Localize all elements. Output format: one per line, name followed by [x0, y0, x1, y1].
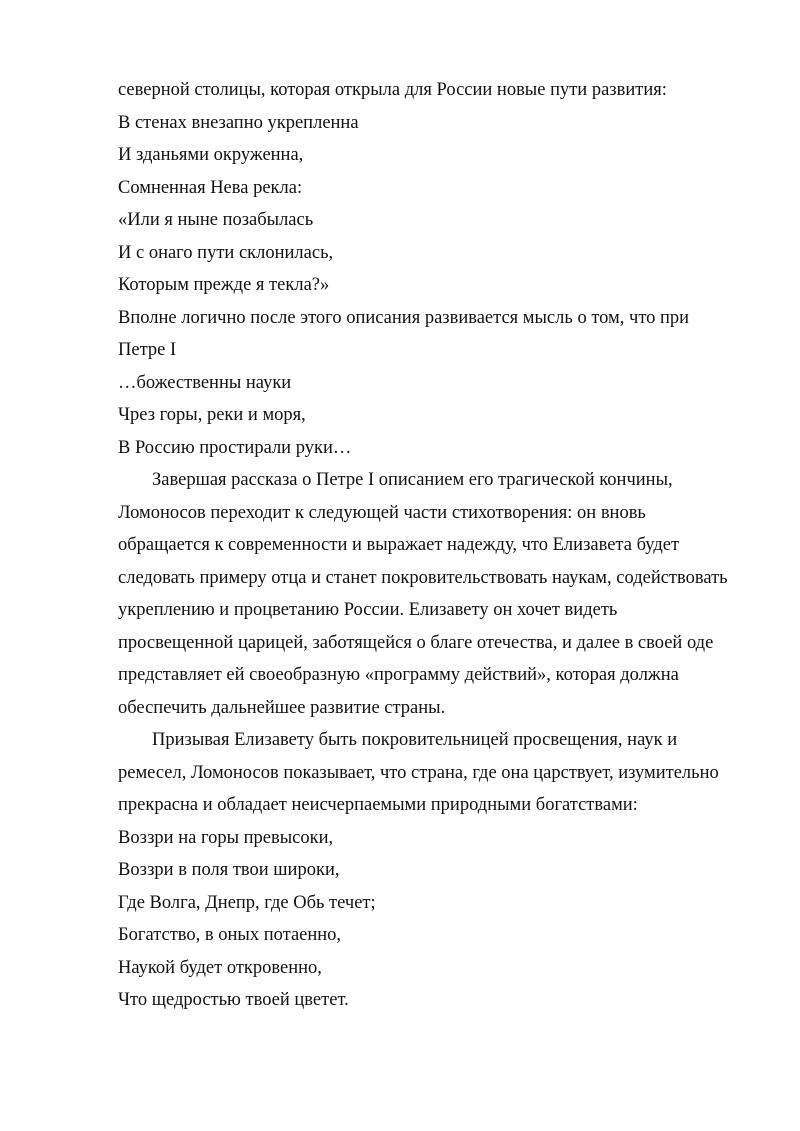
poem-line: Богатство, в оных потаенно, — [118, 925, 342, 945]
text-line: Петре I — [118, 340, 177, 360]
poem-line: В стенах внезапно укрепленна — [118, 112, 359, 133]
poem-line: Где Волга, Днепр, где Обь течет; — [118, 892, 376, 913]
text-line: обращается к современности и выражает надежду, что Елизавета будет — [118, 535, 680, 555]
poem-line: И зданьями окруженна, — [118, 145, 304, 165]
poem-line: И с онаго пути склонилась, — [118, 242, 334, 263]
text-line: северной столицы, которая открыла для России новые пути развития: — [118, 80, 667, 100]
poem-line: Что щедростью твоей цветет. — [118, 990, 349, 1010]
poem-line: В Россию простирали руки… — [118, 437, 352, 458]
poem-line: «Или я ныне позабылась — [118, 210, 314, 230]
poem-line: Сомненная Нева рекла: — [118, 177, 303, 198]
paragraph-first-line: Завершая рассказа о Петре I описанием его трагической кончины, — [152, 470, 673, 490]
text-line: следовать примеру отца и станет покровительствовать наукам, содействовать — [118, 567, 728, 588]
text-line: Ломоносов переходит к следующей части стихотворения: он вновь — [118, 502, 646, 523]
text-line: представляет ей своеобразную «программу действий», которая должна — [118, 665, 679, 685]
poem-line: …божественны науки — [118, 372, 292, 393]
text-line: просвещенной царицей, заботящейся о благе отечества, и далее в своей оде — [118, 632, 714, 653]
poem-line: Воззри в поля твои широки, — [118, 860, 340, 880]
document-body — [118, 74, 748, 1017]
text-line: обеспечить дальнейшее развитие страны. — [118, 697, 446, 718]
poem-line: Воззри на горы превысоки, — [118, 827, 334, 848]
poem-line: Наукой будет откровенно, — [118, 957, 322, 978]
paragraph-first-line: Призывая Елизавету быть покровительницей просвещения, наук и — [152, 730, 678, 750]
text-line: ремесел, Ломоносов показывает, что страна, где она царствует, изумительно — [118, 762, 719, 783]
text-line: прекрасна и обладает неисчерпаемыми природными богатствами: — [118, 795, 638, 815]
text-line: Вполне логично после этого описания развивается мысль о том, что при — [118, 307, 690, 328]
poem-line: Чрез горы, реки и моря, — [118, 405, 306, 425]
text-line: укреплению и процветанию России. Елизавету он хочет видеть — [118, 600, 618, 620]
poem-line: Которым прежде я текла?» — [118, 275, 330, 295]
